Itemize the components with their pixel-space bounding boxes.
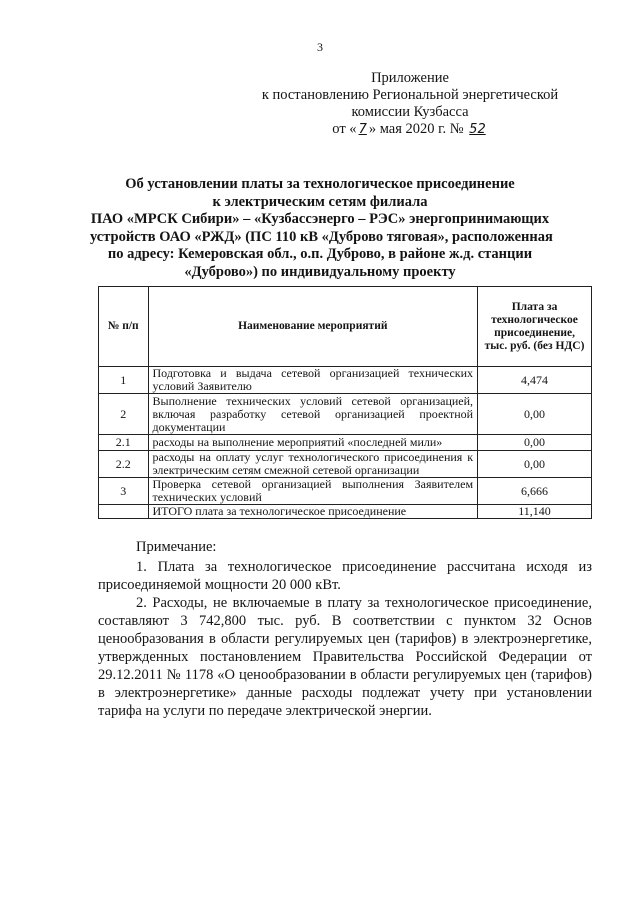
row-fee: 0,00 bbox=[478, 394, 592, 435]
table-row bbox=[99, 394, 592, 435]
row-name: Проверка сетевой организацией выполнения Заявителем технических условий bbox=[148, 478, 478, 505]
date-middle: » мая 2020 г. № bbox=[368, 121, 464, 137]
table-row bbox=[99, 478, 592, 505]
note-1: 1. Плата за технологическое присоединение рассчитана исходя из присоединяемой мощности 20 000 кВт. bbox=[98, 559, 592, 593]
date-prefix: от « bbox=[332, 121, 357, 137]
row-fee: 0,00 bbox=[478, 451, 592, 478]
note-2: 2. Расходы, не включаемые в плату за технологическое присоединение, составляют 3 742,800 тыс. руб. В соответствии с пунктом 32 Основ ценообразования в области регулируемых цен (тарифов) в электроэнергетике, утвержденных постановлением Правительства Российской Федерации от 29.12.2011 № 1178 «О ценообразовании в области регулируемых цен (тарифов) в электроэнергетике» данные расходы подлежат учету при установлении тарифа на услуги по передаче электрической энергии. bbox=[98, 595, 592, 719]
appendix-label: Приложение bbox=[371, 70, 449, 86]
notes-section bbox=[98, 538, 592, 720]
row-fee: 4,474 bbox=[478, 367, 592, 394]
row-num: 1 bbox=[99, 367, 149, 394]
table-header-row bbox=[99, 287, 592, 367]
row-name: расходы на выполнение мероприятий «последней мили» bbox=[148, 435, 478, 451]
header-num: № п/п bbox=[99, 287, 149, 367]
total-fee: 11,140 bbox=[478, 505, 592, 519]
handwritten-number: 52 bbox=[469, 122, 486, 137]
appendix-header bbox=[230, 70, 590, 138]
row-num: 2 bbox=[99, 394, 149, 435]
row-name: Подготовка и выдача сетевой организацией технических условий Заявителю bbox=[148, 367, 478, 394]
handwritten-day: 7 bbox=[358, 122, 367, 137]
title-line-5: по адресу: Кемеровская обл., о.п. Дуброво, в районе ж.д. станции bbox=[107, 246, 533, 262]
appendix-commission-line: комиссии Кузбасса bbox=[351, 104, 469, 120]
row-num: 3 bbox=[99, 478, 149, 505]
document-title bbox=[90, 176, 553, 281]
fee-table bbox=[98, 286, 592, 519]
notes-heading: Примечание: bbox=[136, 539, 217, 555]
row-fee: 6,666 bbox=[478, 478, 592, 505]
title-line-6: «Дуброво») по индивидуальному проекту bbox=[184, 263, 456, 280]
row-name: Выполнение технических условий сетевой организацией, включая разработку сетевой организацией проектной документации bbox=[148, 394, 478, 435]
page-number: 3 bbox=[317, 40, 323, 54]
row-fee: 0,00 bbox=[478, 435, 592, 451]
appendix-resolution-line: к постановлению Региональной энергетической bbox=[261, 87, 559, 103]
row-name: расходы на оплату услуг технологического присоединения к электрическим сетям смежной сетевой организации bbox=[148, 451, 478, 478]
appendix-date-line bbox=[230, 121, 590, 138]
title-line-4: устройств ОАО «РЖД» (ПС 110 кВ «Дуброво тяговая», расположенная bbox=[90, 228, 553, 245]
title-line-1: Об установлении платы за технологическое присоединение bbox=[125, 176, 515, 192]
row-num: 2.1 bbox=[99, 435, 149, 451]
table-total-row bbox=[99, 505, 592, 519]
table-row bbox=[99, 367, 592, 394]
title-line-2: к электрическим сетям филиала bbox=[212, 193, 428, 210]
title-line-3: ПАО «МРСК Сибири» – «Кузбассэнерго – РЭС» энергопринимающих bbox=[90, 211, 550, 227]
table-row bbox=[99, 451, 592, 478]
total-name: ИТОГО плата за технологическое присоединение bbox=[148, 505, 478, 519]
header-fee: Плата за технологическое присоединение, тыс. руб. (без НДС) bbox=[478, 287, 592, 367]
header-name: Наименование мероприятий bbox=[148, 287, 478, 367]
total-num-cell bbox=[99, 505, 149, 519]
row-num: 2.2 bbox=[99, 451, 149, 478]
table-row bbox=[99, 435, 592, 451]
